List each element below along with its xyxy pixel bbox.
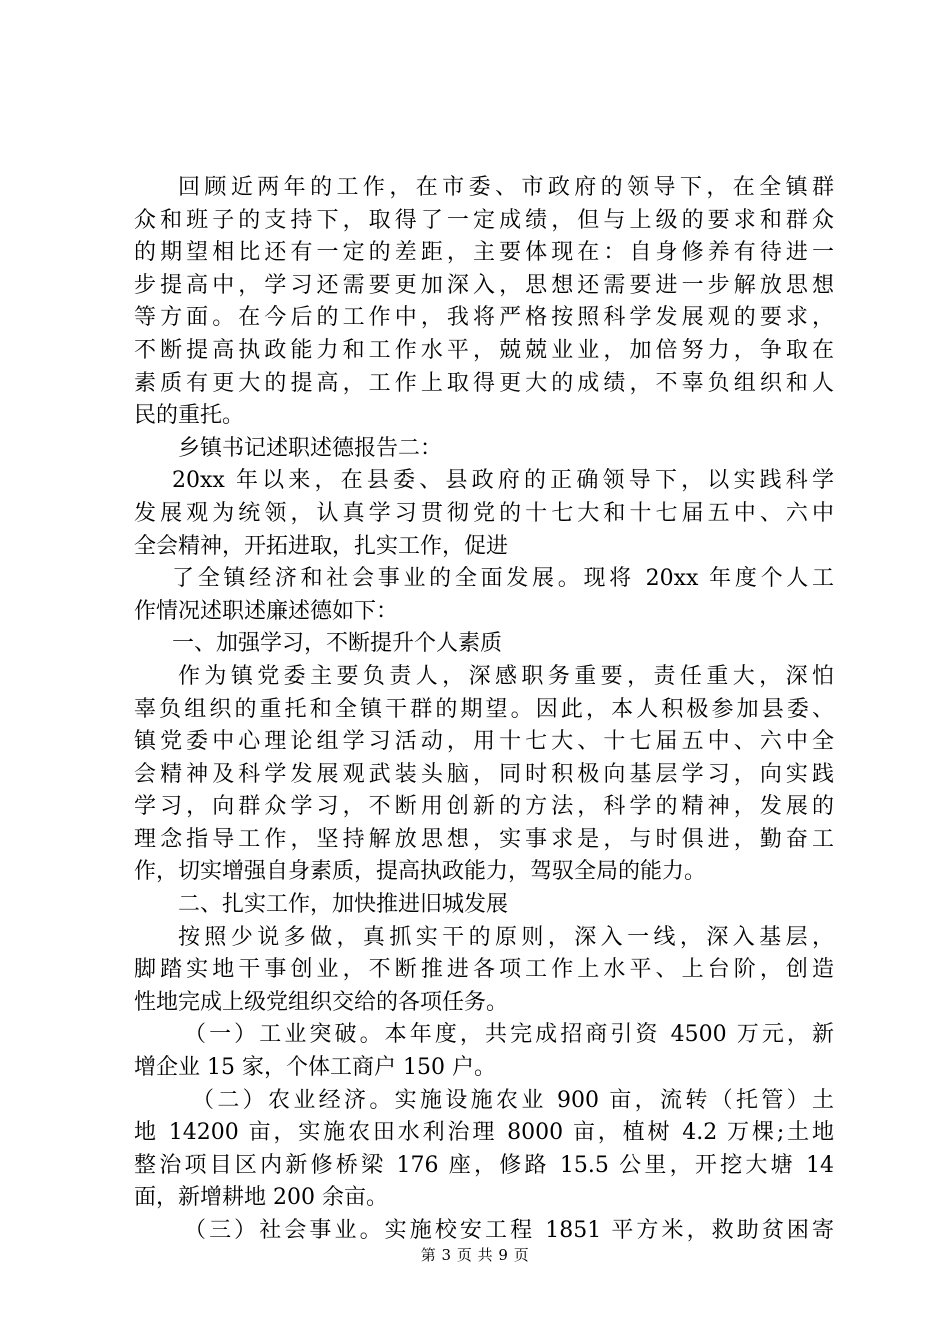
text-line: 整治项目区内新修桥梁 176 座，修路 15.5 公里，开挖大塘 14 (134, 1152, 834, 1178)
text-line: 增企业 15 家，个体工商户 150 户。 (134, 1055, 496, 1081)
text-line: 不断提高执政能力和工作水平，兢兢业业，加倍努力，争取在 (134, 337, 834, 363)
section-heading: 乡镇书记述职述德报告二： (178, 435, 443, 461)
text-line: 众和班子的支持下，取得了一定成绩，但与上级的要求和群众 (134, 207, 834, 233)
text-line: 素质有更大的提高，工作上取得更大的成绩，不辜负组织和人 (134, 370, 834, 396)
text-line: 作为镇党委主要负责人，深感职务重要，责任重大，深怕 (178, 663, 834, 689)
text-line: 地 14200 亩，实施农田水利治理 8000 亩，植树 4.2 万棵;土地 (134, 1120, 834, 1146)
text-line: 会精神及科学发展观武装头脑，同时积极向基层学习，向实践 (134, 761, 834, 787)
text-line: 民的重托。 (134, 403, 245, 429)
text-line: 作，切实增强自身素质，提高执政能力，驾驭全局的能力。 (134, 859, 707, 885)
text-line: 按照少说多做，真抓实干的原则，深入一线，深入基层， (178, 924, 834, 950)
section-heading: 一、加强学习，不断提升个人素质 (172, 631, 503, 657)
text-line: 理念指导工作，坚持解放思想，实事求是，与时俱进，勤奋工 (134, 826, 834, 852)
text-line: （二）农业经济。实施设施农业 900 亩，流转（托管）土 (192, 1087, 834, 1113)
document-body (134, 172, 834, 1248)
text-line: （三）社会事业。实施校安工程 1851 平方米，救助贫困寄 (184, 1218, 834, 1243)
text-line: 镇党委中心理论组学习活动，用十七大、十七届五中、六中全 (134, 729, 834, 755)
text-line: 作情况述职述廉述德如下： (134, 598, 399, 624)
section-heading: 二、扎实工作，加快推进旧城发展 (178, 892, 509, 918)
text-line: 辜负组织的重托和全镇干群的期望。因此，本人积极参加县委、 (134, 696, 834, 722)
text-line: 步提高中，学习还需要更加深入，思想还需要进一步解放思想 (134, 272, 834, 298)
text-line: 等方面。在今后的工作中，我将严格按照科学发展观的要求， (134, 305, 834, 331)
text-line: 学习，向群众学习，不断用创新的方法，科学的精神，发展的 (134, 794, 834, 820)
text-line: （一）工业突破。本年度，共完成招商引资 4500 万元，新 (184, 1022, 834, 1048)
text-line: 发展观为统领，认真学习贯彻党的十七大和十七届五中、六中 (134, 500, 834, 526)
text-line: 的期望相比还有一定的差距，主要体现在：自身修养有待进一 (134, 240, 834, 266)
text-line: 脚踏实地干事创业，不断推进各项工作上水平、上台阶，创造 (134, 957, 834, 983)
text-line: 全会精神，开拓进取，扎实工作，促进 (134, 533, 509, 559)
text-line: 了全镇经济和社会事业的全面发展。现将 20xx 年度个人工 (172, 566, 834, 592)
text-line: 性地完成上级党组织交给的各项任务。 (134, 989, 509, 1015)
text-line: 回顾近两年的工作，在市委、市政府的领导下，在全镇群 (178, 175, 834, 200)
text-line: 20xx 年以来，在县委、县政府的正确领导下，以实践科学 (172, 468, 834, 494)
page-number-footer: 第 3 页 共 9 页 (420, 1246, 530, 1264)
text-line: 面，新增耕地 200 余亩。 (134, 1185, 388, 1211)
